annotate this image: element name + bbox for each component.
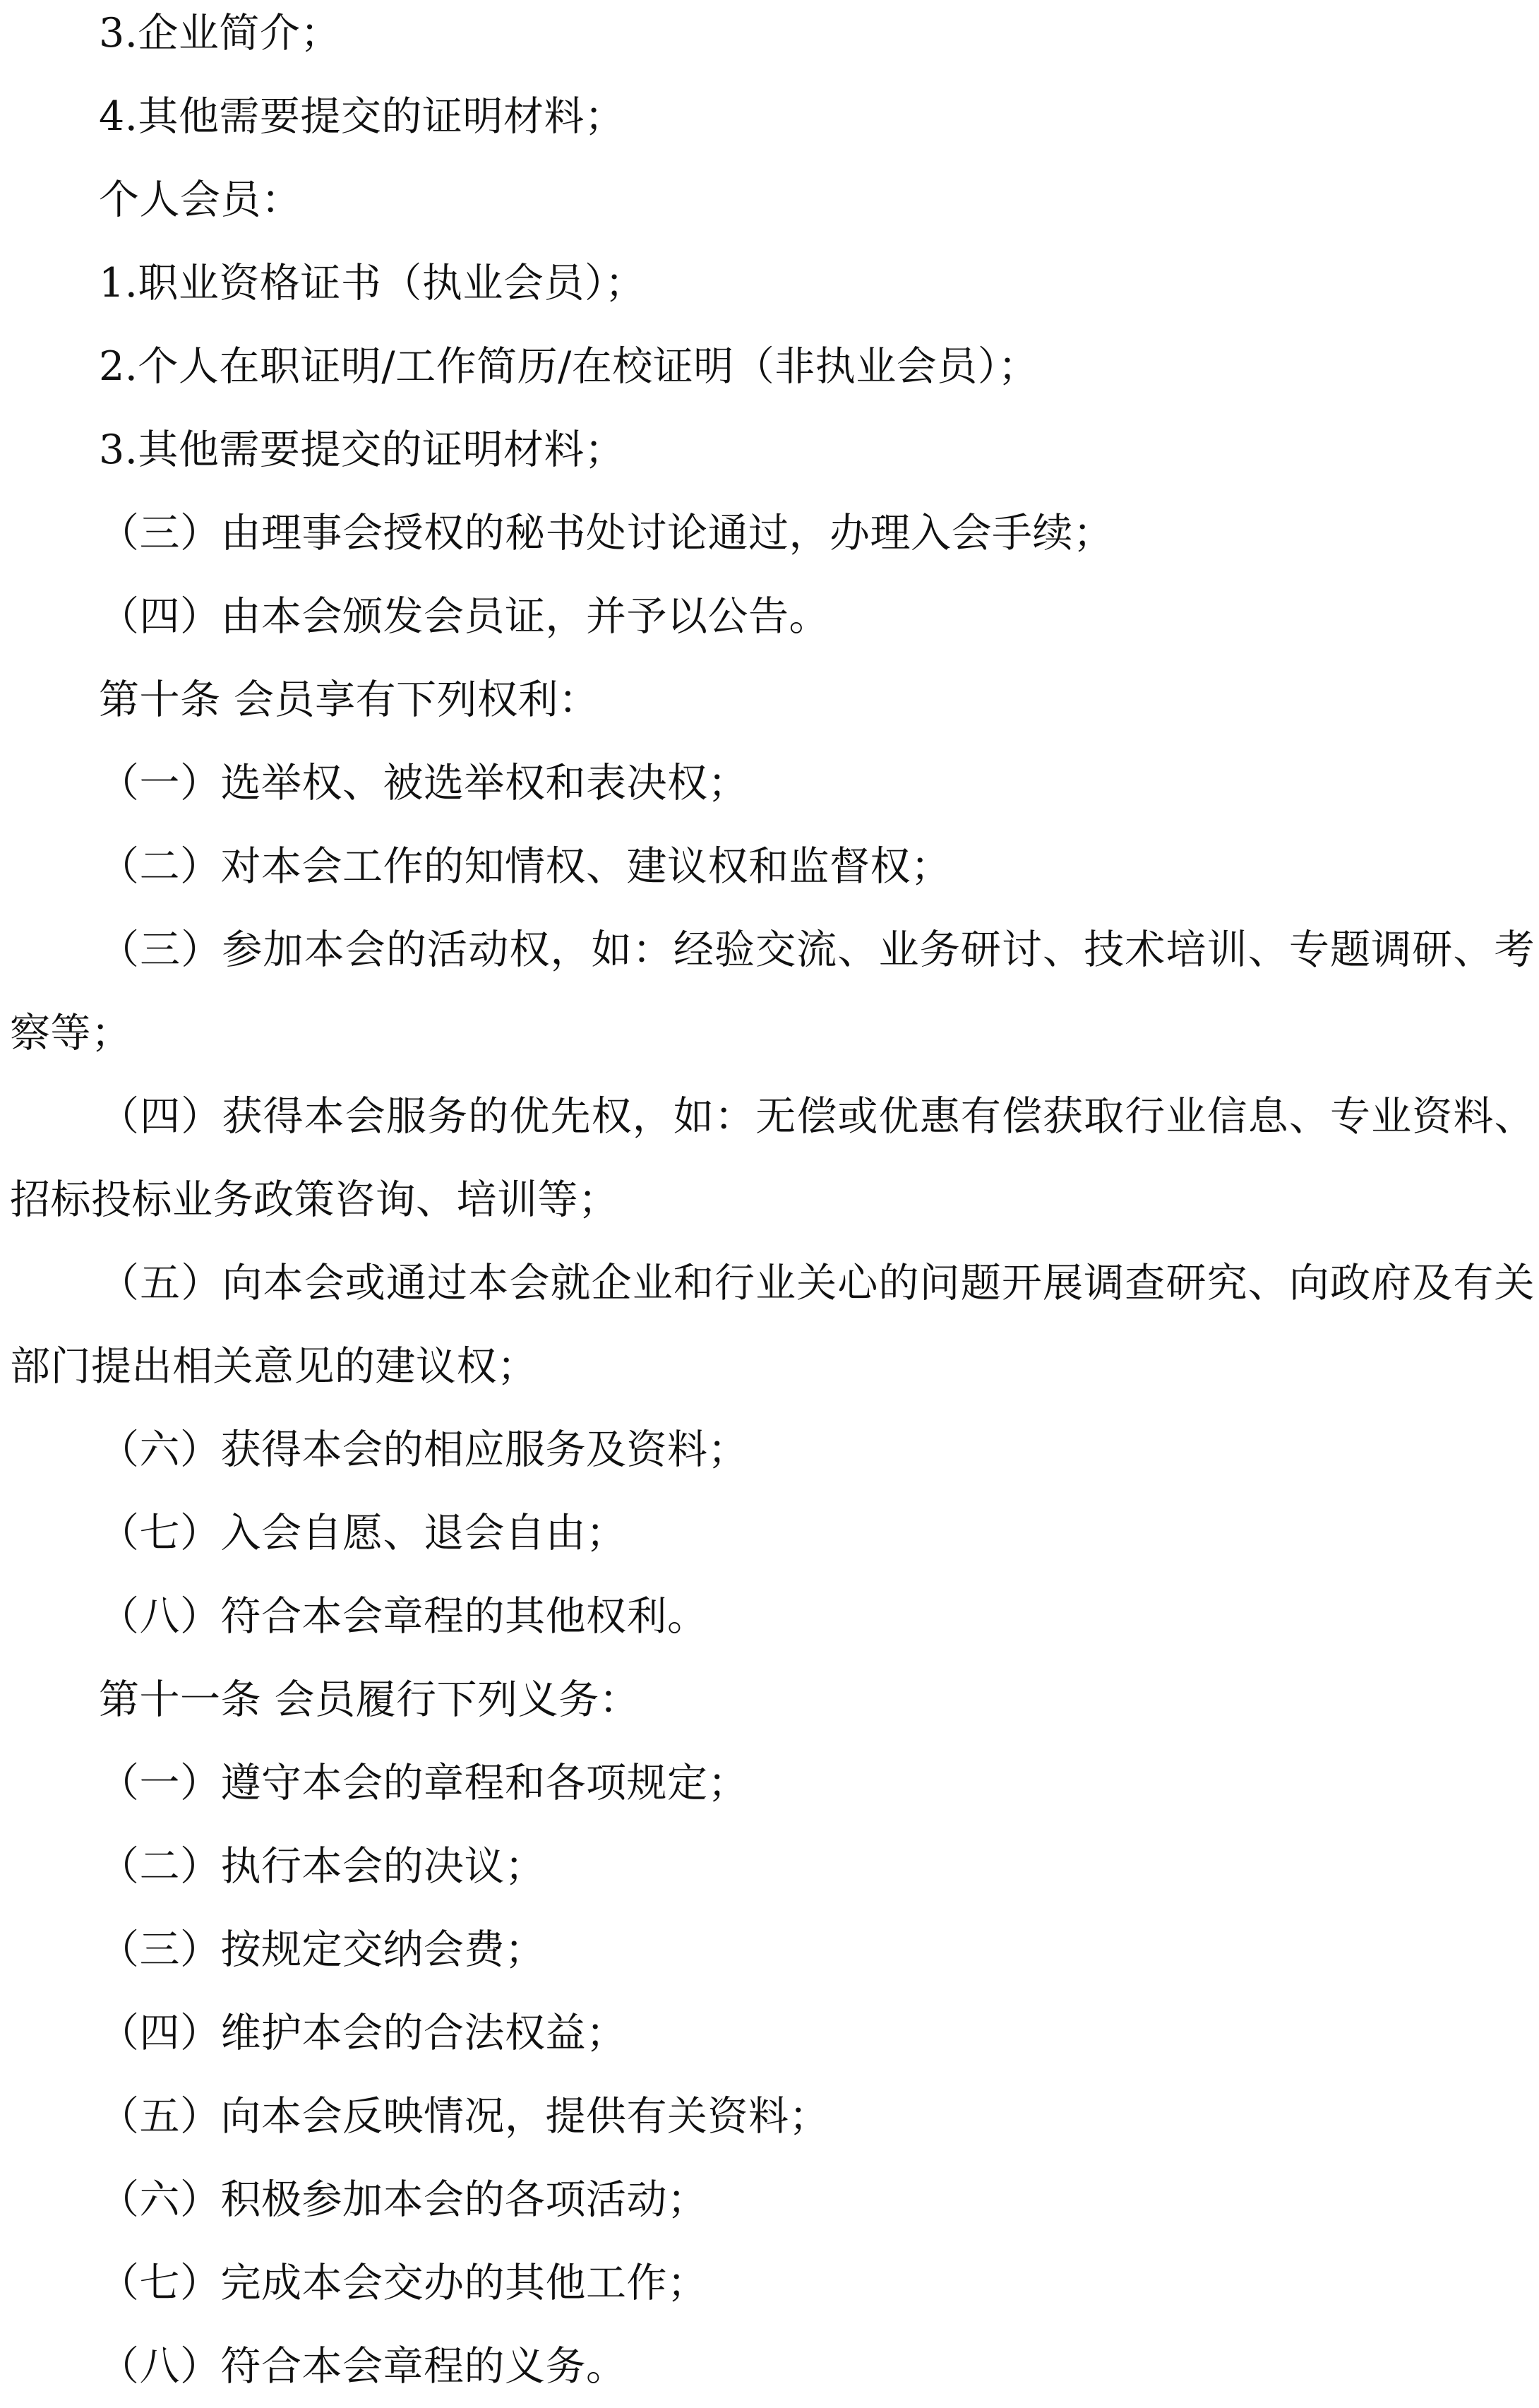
paragraph: （三）按规定交纳会费； [99, 1926, 546, 1973]
paragraph: （四）由本会颁发会员证，并予以公告。 [99, 593, 830, 640]
article-heading: 第十条 会员享有下列权利： [99, 676, 599, 723]
paragraph: 3.其他需要提交的证明材料； [99, 427, 625, 473]
paragraph: （六）积极参加本会的各项活动； [99, 2176, 708, 2223]
paragraph: （一）遵守本会的章程和各项规定； [99, 1760, 748, 1806]
paragraph: （四）获得本会服务的优先权，如：无偿或优惠有偿获取行业信息、专业资料、招标投标业务政策咨询、培训等； [10, 1093, 1535, 1223]
paragraph: （六）获得本会的相应服务及资料； [99, 1426, 748, 1473]
paragraph: 个人会员： [99, 177, 302, 223]
paragraph: （八）符合本会章程的义务。 [99, 2343, 627, 2390]
paragraph: 1.职业资格证书（执业会员）； [99, 260, 646, 306]
paragraph: （四）维护本会的合法权益； [99, 2010, 627, 2056]
paragraph: （五）向本会反映情况，提供有关资料； [99, 2093, 830, 2140]
paragraph: 4.其他需要提交的证明材料； [99, 93, 625, 140]
paragraph: （七）完成本会交办的其他工作； [99, 2260, 708, 2306]
article-heading: 第十一条 会员履行下列义务： [99, 1676, 640, 1723]
paragraph: （三）参加本会的活动权，如：经验交流、业务研讨、技术培训、专题调研、考察等； [10, 926, 1535, 1056]
paragraph: 2.个人在职证明/工作简历/在校证明（非执业会员）； [99, 343, 1039, 390]
paragraph: （二）执行本会的决议； [99, 1843, 546, 1890]
paragraph: （二）对本会工作的知情权、建议权和监督权； [99, 843, 952, 890]
paragraph: （三）由理事会授权的秘书处讨论通过，办理入会手续； [99, 510, 1114, 556]
paragraph: （一）选举权、被选举权和表决权； [99, 760, 748, 806]
paragraph: 3.企业简介； [99, 10, 341, 56]
paragraph: （八）符合本会章程的其他权利。 [99, 1593, 708, 1640]
paragraph: （七）入会自愿、退会自由； [99, 1510, 627, 1556]
paragraph: （五）向本会或通过本会就企业和行业关心的问题开展调查研究、向政府及有关部门提出相关意见的建议权； [10, 1260, 1535, 1390]
